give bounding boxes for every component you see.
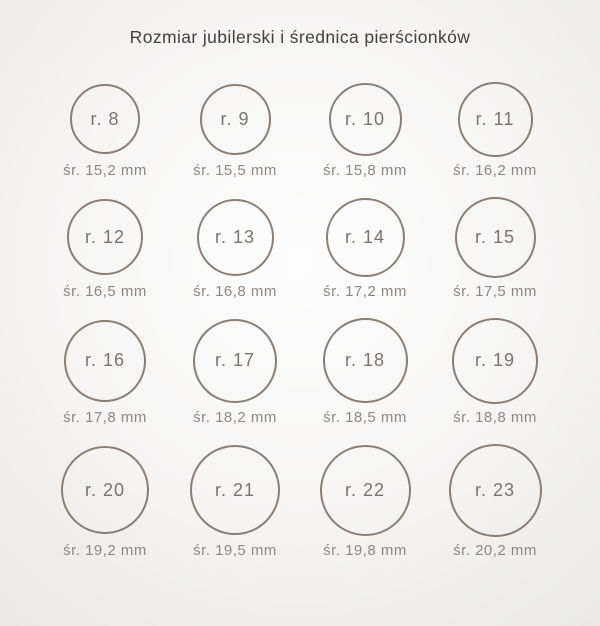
ring-diameter-label: śr. 19,8 mm: [323, 542, 407, 559]
page-title: Rozmiar jubilerski i średnica pierścionków: [129, 27, 471, 47]
ring-circle-box: [64, 317, 146, 404]
ring-size-label: r. 22: [344, 479, 386, 500]
ring-circle-box: [190, 443, 280, 537]
ring-row: [40, 443, 560, 560]
ring-size-label: r. 12: [84, 226, 126, 247]
ring-diameter-label: śr. 16,8 mm: [193, 283, 277, 300]
ring-circle: [455, 197, 536, 278]
ring-size-grid: [40, 81, 560, 560]
ring-size-label: r. 11: [475, 108, 515, 129]
ring-circle-box: [70, 81, 140, 157]
ring-circle: [329, 83, 402, 156]
ring-size-label: r. 15: [474, 226, 516, 247]
ring-size-label: r. 18: [344, 350, 386, 370]
ring-cell: [40, 443, 170, 560]
ring-diameter-label: śr. 16,2 mm: [453, 162, 537, 179]
ring-diameter-label: śr. 17,2 mm: [323, 283, 407, 300]
ring-diameter-label: śr. 16,5 mm: [63, 283, 147, 300]
ring-diameter-label: śr. 17,5 mm: [453, 283, 537, 300]
ring-cell: [170, 81, 300, 180]
ring-cell: [40, 81, 170, 180]
ring-size-label: r. 10: [344, 108, 386, 129]
ring-cell: [300, 196, 430, 301]
ring-diameter-label: śr. 18,5 mm: [323, 409, 407, 426]
ring-circle-box: [455, 196, 536, 278]
ring-size-label: r. 17: [214, 350, 256, 370]
ring-cell: [40, 317, 170, 427]
ring-cell: [170, 196, 300, 301]
ring-circle: [449, 444, 542, 537]
ring-size-label: r. 9: [220, 108, 250, 129]
ring-circle: [64, 320, 146, 402]
ring-circle: [323, 318, 408, 403]
ring-circle: [193, 319, 277, 403]
ring-diameter-label: śr. 18,8 mm: [453, 409, 537, 426]
ring-circle-box: [193, 317, 277, 404]
ring-cell: [430, 196, 560, 301]
ring-circle-box: [320, 443, 411, 537]
ring-size-label: r. 16: [84, 350, 126, 370]
ring-diameter-label: śr. 20,2 mm: [453, 542, 537, 559]
ring-circle: [458, 82, 533, 157]
ring-circle-box: [458, 81, 533, 157]
ring-size-label: r. 20: [84, 479, 126, 500]
ring-cell: [300, 317, 430, 427]
ring-diameter-label: śr. 15,2 mm: [63, 162, 147, 179]
ring-size-label: r. 14: [344, 226, 386, 247]
ring-circle-box: [197, 196, 274, 278]
ring-circle: [67, 199, 143, 275]
ring-size-label: r. 8: [90, 108, 120, 129]
ring-cell: [40, 196, 170, 301]
ring-size-label: r. 19: [474, 350, 516, 370]
ring-size-label: r. 21: [214, 479, 256, 500]
ring-circle-box: [61, 443, 149, 537]
ring-circle: [61, 446, 149, 534]
ring-size-label: r. 13: [214, 226, 256, 247]
ring-cell: [300, 443, 430, 560]
ring-circle: [320, 445, 411, 536]
ring-diameter-label: śr. 15,8 mm: [323, 162, 407, 179]
ring-circle: [190, 445, 280, 535]
ring-cell: [300, 81, 430, 180]
ring-circle-box: [67, 196, 143, 278]
ring-row: [40, 317, 560, 427]
ring-circle-box: [323, 317, 408, 404]
ring-cell: [430, 443, 560, 560]
ring-size-label: r. 23: [474, 479, 516, 500]
ring-circle: [70, 84, 140, 154]
ring-row: [40, 196, 560, 301]
ring-diameter-label: śr. 19,2 mm: [63, 542, 147, 559]
ring-circle-box: [449, 443, 542, 537]
ring-circle-box: [329, 81, 402, 157]
ring-cell: [170, 317, 300, 427]
ring-circle: [326, 198, 405, 277]
ring-cell: [430, 81, 560, 180]
ring-diameter-label: śr. 18,2 mm: [193, 409, 277, 426]
ring-cell: [430, 317, 560, 427]
ring-cell: [170, 443, 300, 560]
ring-diameter-label: śr. 19,5 mm: [193, 542, 277, 559]
ring-circle-box: [452, 317, 538, 404]
ring-circle-box: [200, 81, 271, 157]
ring-circle: [200, 84, 271, 155]
ring-row: [40, 81, 560, 180]
ring-circle: [197, 199, 274, 276]
ring-diameter-label: śr. 15,5 mm: [193, 162, 277, 179]
ring-diameter-label: śr. 17,8 mm: [63, 409, 147, 426]
ring-circle: [452, 318, 538, 404]
ring-circle-box: [326, 196, 405, 278]
